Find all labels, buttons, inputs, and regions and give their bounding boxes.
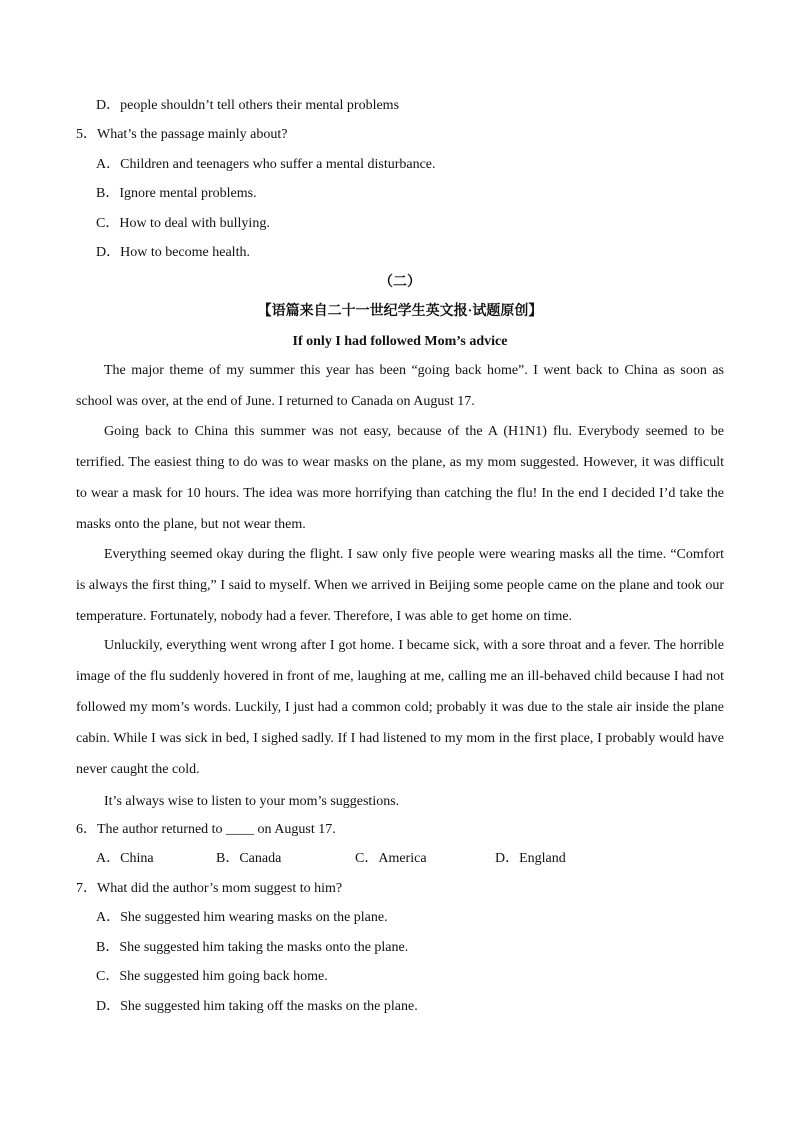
- passage-paragraph-1: The major theme of my summer this year has been “going back home”. I went back to China as soon as school was over, at the end of June. I returned to Canada on August 17.: [76, 363, 724, 409]
- q7-option-b: B．She suggested him taking the masks onto the plane.: [96, 940, 409, 955]
- q6-option-b: B．Canada: [216, 851, 282, 866]
- q6-stem: 6．The author returned to ____ on August 17.: [76, 822, 336, 837]
- passage-paragraph-5: It’s always wise to listen to your mom’s suggestions.: [104, 794, 400, 809]
- q6-option-d: D．England: [495, 851, 566, 866]
- q7-option-a: A．She suggested him wearing masks on the plane.: [96, 910, 388, 925]
- q5-option-b: B．Ignore mental problems.: [96, 186, 257, 201]
- q6-options: [0, 849, 800, 869]
- section-source: 【语篇来自二十一世纪学生英文报·试题原创】: [257, 304, 543, 319]
- q5-option-c: C．How to deal with bullying.: [96, 216, 270, 231]
- q6-option-a: A．China: [96, 851, 154, 866]
- q5-option-d: D．How to become health.: [96, 245, 250, 260]
- q4-option-d: D．people shouldn’t tell others their mental problems: [96, 98, 400, 113]
- passage-paragraph-4: Unluckily, everything went wrong after I got home. I became sick, with a sore throat and a fever. The horrible image of the flu suddenly hovered in front of me, laughing at me, calling me an ill-behaved child because I had not followed my mom’s words. Luckily, I just had a common cold; probably it was due to the stale air inside the plane cabin. While I was sick in bed, I sighed sadly. If I had listened to my mom in the first place, I probably would have never caught the cold.: [76, 638, 724, 777]
- passage-paragraph-3: Everything seemed okay during the flight. I saw only five people were wearing masks all the time. “Comfort is always the first thing,” I said to myself. When we arrived in Beijing some people came on the plane and took our temperature. Fortunately, nobody had a fever. Therefore, I was able to get home on time.: [76, 547, 724, 624]
- passage-title: If only I had followed Mom’s advice: [292, 334, 508, 349]
- q5-option-a: A．Children and teenagers who suffer a mental disturbance.: [96, 157, 436, 172]
- q7-option-c: C．She suggested him going back home.: [96, 969, 328, 984]
- q7-stem: 7．What did the author’s mom suggest to him?: [76, 881, 343, 896]
- q7-option-d: D．She suggested him taking off the masks on the plane.: [96, 999, 418, 1014]
- passage-paragraph-2: Going back to China this summer was not easy, because of the A (H1N1) flu. Everybody seemed to be terrified. The easiest thing to do was to wear masks on the plane, as my mom suggested. However, it was difficult to wear a mask for 10 hours. The idea was more horrifying than catching the flu! In the end I decided I’d take the masks onto the plane, but not wear them.: [76, 424, 724, 532]
- section-number: （二）: [379, 275, 421, 290]
- q6-option-c: C．America: [355, 851, 427, 866]
- q5-stem: 5．What’s the passage mainly about?: [76, 127, 288, 142]
